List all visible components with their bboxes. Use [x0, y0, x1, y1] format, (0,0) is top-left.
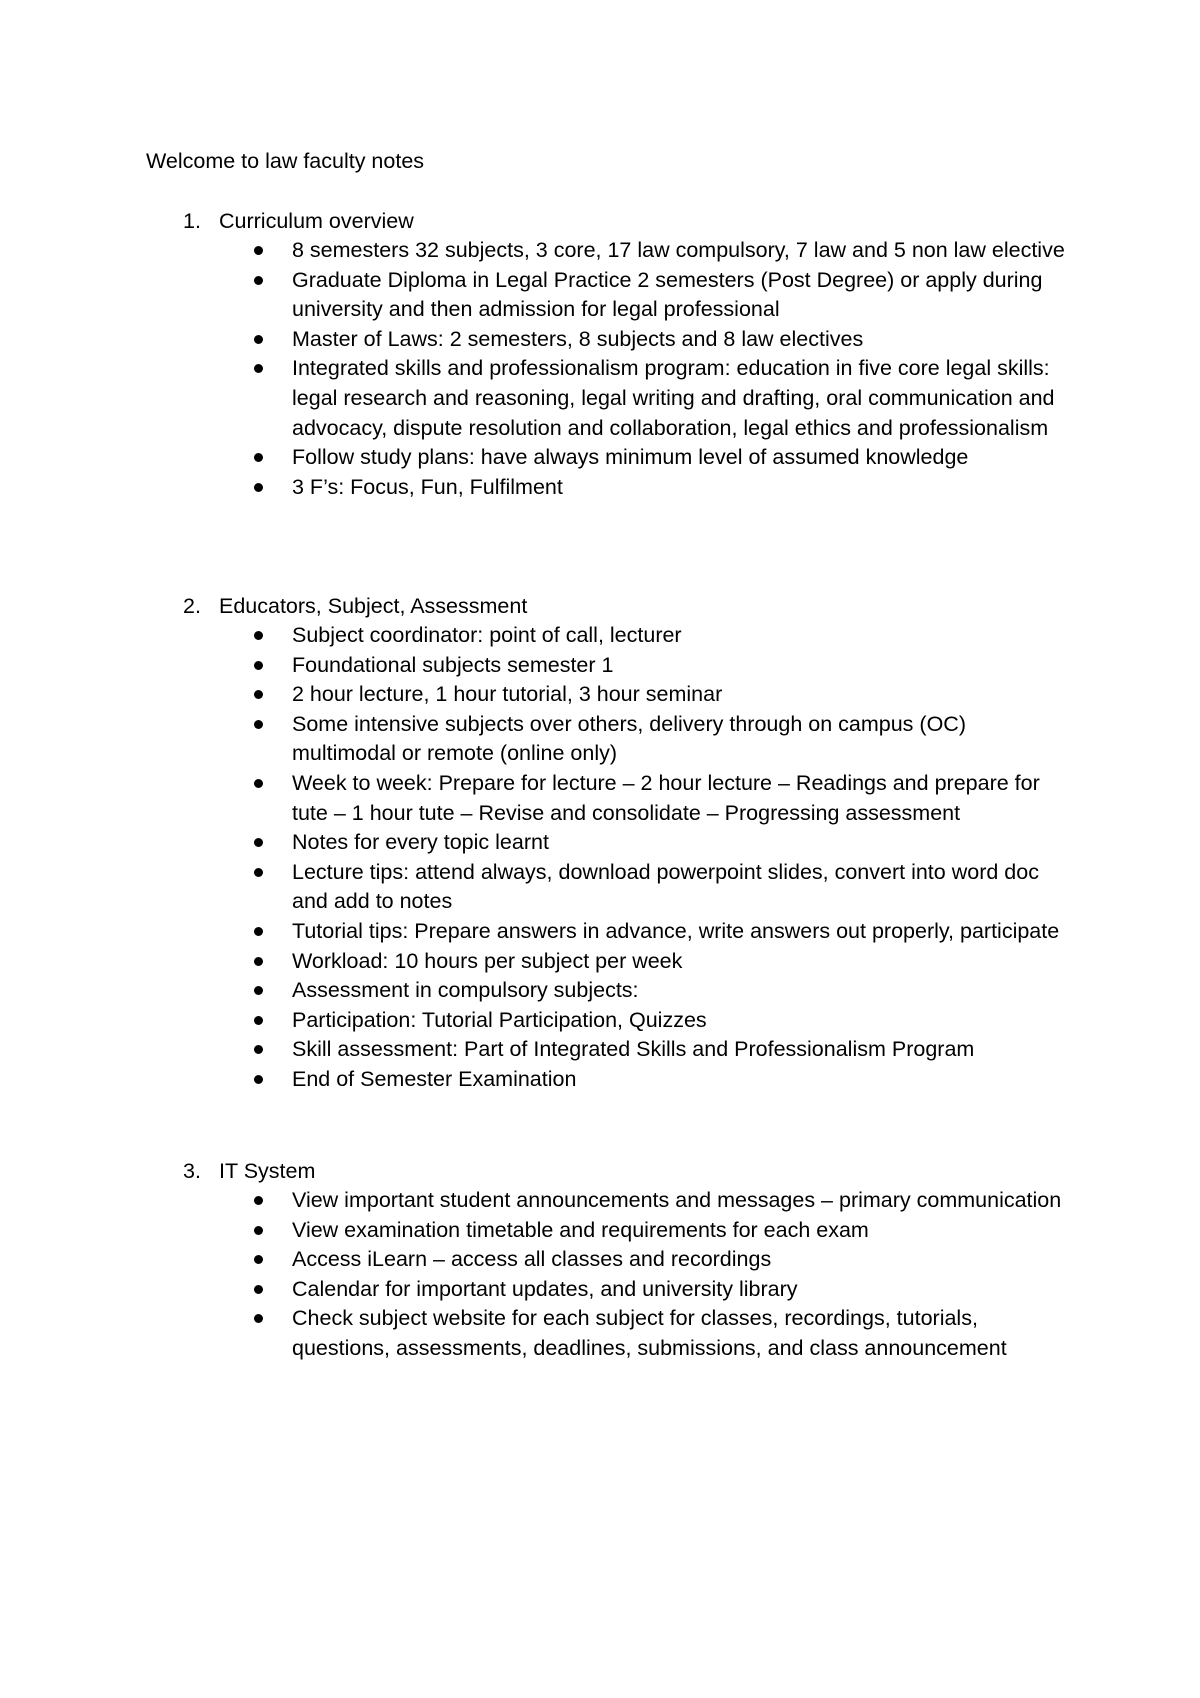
bullet-icon [254, 927, 263, 936]
bullet-icon [254, 779, 263, 788]
list-item-text: Graduate Diploma in Legal Practice 2 semesters (Post Degree) or apply during university and then admission for legal professional [292, 267, 1043, 322]
list-item [0, 1275, 1070, 1305]
list-item-text: Some intensive subjects over others, delivery through on campus (OC) multimodal or remote (online only) [292, 711, 966, 766]
list-item [0, 1304, 1070, 1363]
bullet-list [0, 236, 1200, 502]
list-item-text: Subject coordinator: point of call, lecturer [292, 623, 682, 647]
bullet-icon [254, 661, 263, 670]
bullet-icon [254, 364, 263, 373]
section-heading-text: IT System [219, 1159, 316, 1183]
bullet-icon [254, 1196, 263, 1205]
list-item-text: 2 hour lecture, 1 hour tutorial, 3 hour seminar [292, 682, 723, 707]
list-item-text: Access iLearn – access all classes and recordings [292, 1247, 772, 1272]
list-item-text: Integrated skills and professionalism program: education in five core legal skills: legal research and reasoning, legal writing and drafting, oral communication and advocacy, dispute resolution and collaboration, legal ethics and professionalism [292, 356, 1055, 440]
list-item-text: Workload: 10 hours per subject per week [292, 948, 683, 973]
section-it-system [0, 1156, 1200, 1364]
bullet-icon [254, 1016, 263, 1025]
list-item-text: Check subject website for each subject for classes, recordings, tutorials, questions, assessments, deadlines, submissions, and class announcement [292, 1306, 1007, 1360]
list-item [0, 266, 1070, 325]
bullet-icon [254, 957, 263, 966]
list-item-text: 3 F’s: Focus, Fun, Fulfilment [292, 474, 563, 499]
list-item-text: Lecture tips: attend always, download powerpoint slides, convert into word doc and add to notes [292, 859, 1039, 914]
list-item-text: Notes for every topic learnt [292, 830, 549, 855]
bullet-icon [254, 1255, 263, 1264]
list-item-text: 8 semesters 32 subjects, 3 core, 17 law compulsory, 7 law and 5 non law elective [292, 238, 1065, 262]
list-item-text: Skill assessment: Part of Integrated Skills and Professionalism Program [292, 1037, 975, 1062]
section-number: 2. [183, 594, 201, 618]
bullet-icon [254, 838, 263, 847]
list-item [0, 917, 1070, 947]
bullet-icon [254, 453, 263, 462]
list-item [0, 473, 1070, 503]
bullet-icon [254, 1045, 263, 1054]
list-item [0, 1216, 1070, 1246]
bullet-icon [254, 690, 263, 699]
section-number: 3. [183, 1159, 201, 1183]
section-heading-text: Educators, Subject, Assessment [219, 594, 528, 618]
bullet-icon [254, 483, 263, 492]
bullet-icon [254, 1285, 263, 1294]
bullet-icon [254, 1314, 263, 1323]
list-item-text: End of Semester Examination [292, 1066, 577, 1091]
section-heading-text: Curriculum overview [219, 209, 414, 233]
list-item [0, 621, 1070, 651]
bullet-icon [254, 276, 263, 285]
list-item [0, 1006, 1070, 1036]
list-item [0, 651, 1070, 681]
bullet-icon [254, 631, 263, 640]
list-item [0, 858, 1070, 917]
section-curriculum-overview [0, 206, 1200, 502]
list-item [0, 1186, 1070, 1216]
section-educators-subject-assessment [0, 591, 1200, 1095]
list-item [0, 325, 1070, 355]
list-item [0, 1035, 1070, 1065]
list-item [0, 947, 1070, 977]
section-heading [0, 591, 1200, 621]
list-item [0, 710, 1070, 769]
list-item [0, 976, 1070, 1006]
list-item-text: Follow study plans: have always minimum level of assumed knowledge [292, 445, 969, 470]
list-item-text: Week to week: Prepare for lecture – 2 hour lecture – Readings and prepare for tute – 1 hour tute – Revise and consolidate – Progressing assessment [292, 770, 1040, 825]
list-item [0, 680, 1070, 710]
bullet-icon [254, 246, 263, 255]
list-item-text: Master of Laws: 2 semesters, 8 subjects and 8 law electives [292, 326, 864, 351]
bullet-icon [254, 986, 263, 995]
list-item-text: Tutorial tips: Prepare answers in advance, write answers out properly, participate [292, 918, 1060, 943]
list-item [0, 769, 1070, 828]
list-item [0, 828, 1070, 858]
bullet-icon [254, 1226, 263, 1235]
bullet-icon [254, 1075, 263, 1084]
bullet-list [0, 621, 1200, 1095]
list-item-text: Assessment in compulsory subjects: [292, 978, 639, 1003]
page-title: Welcome to law faculty notes [146, 149, 425, 173]
bullet-icon [254, 868, 263, 877]
list-item [0, 1245, 1070, 1275]
list-item [0, 443, 1070, 473]
bullet-list [0, 1186, 1200, 1364]
list-item-text: Participation: Tutorial Participation, Quizzes [292, 1007, 707, 1032]
section-number: 1. [183, 209, 201, 233]
list-item-text: View examination timetable and requirements for each exam [292, 1217, 869, 1242]
list-item-text: Calendar for important updates, and university library [292, 1276, 798, 1301]
bullet-icon [254, 335, 263, 344]
section-heading [0, 1156, 1200, 1186]
section-heading [0, 206, 1200, 236]
bullet-icon [254, 720, 263, 729]
list-item [0, 1065, 1070, 1095]
list-item [0, 236, 1070, 266]
list-item [0, 354, 1070, 443]
list-item-text: View important student announcements and messages – primary communication [292, 1188, 1062, 1212]
list-item-text: Foundational subjects semester 1 [292, 652, 614, 677]
